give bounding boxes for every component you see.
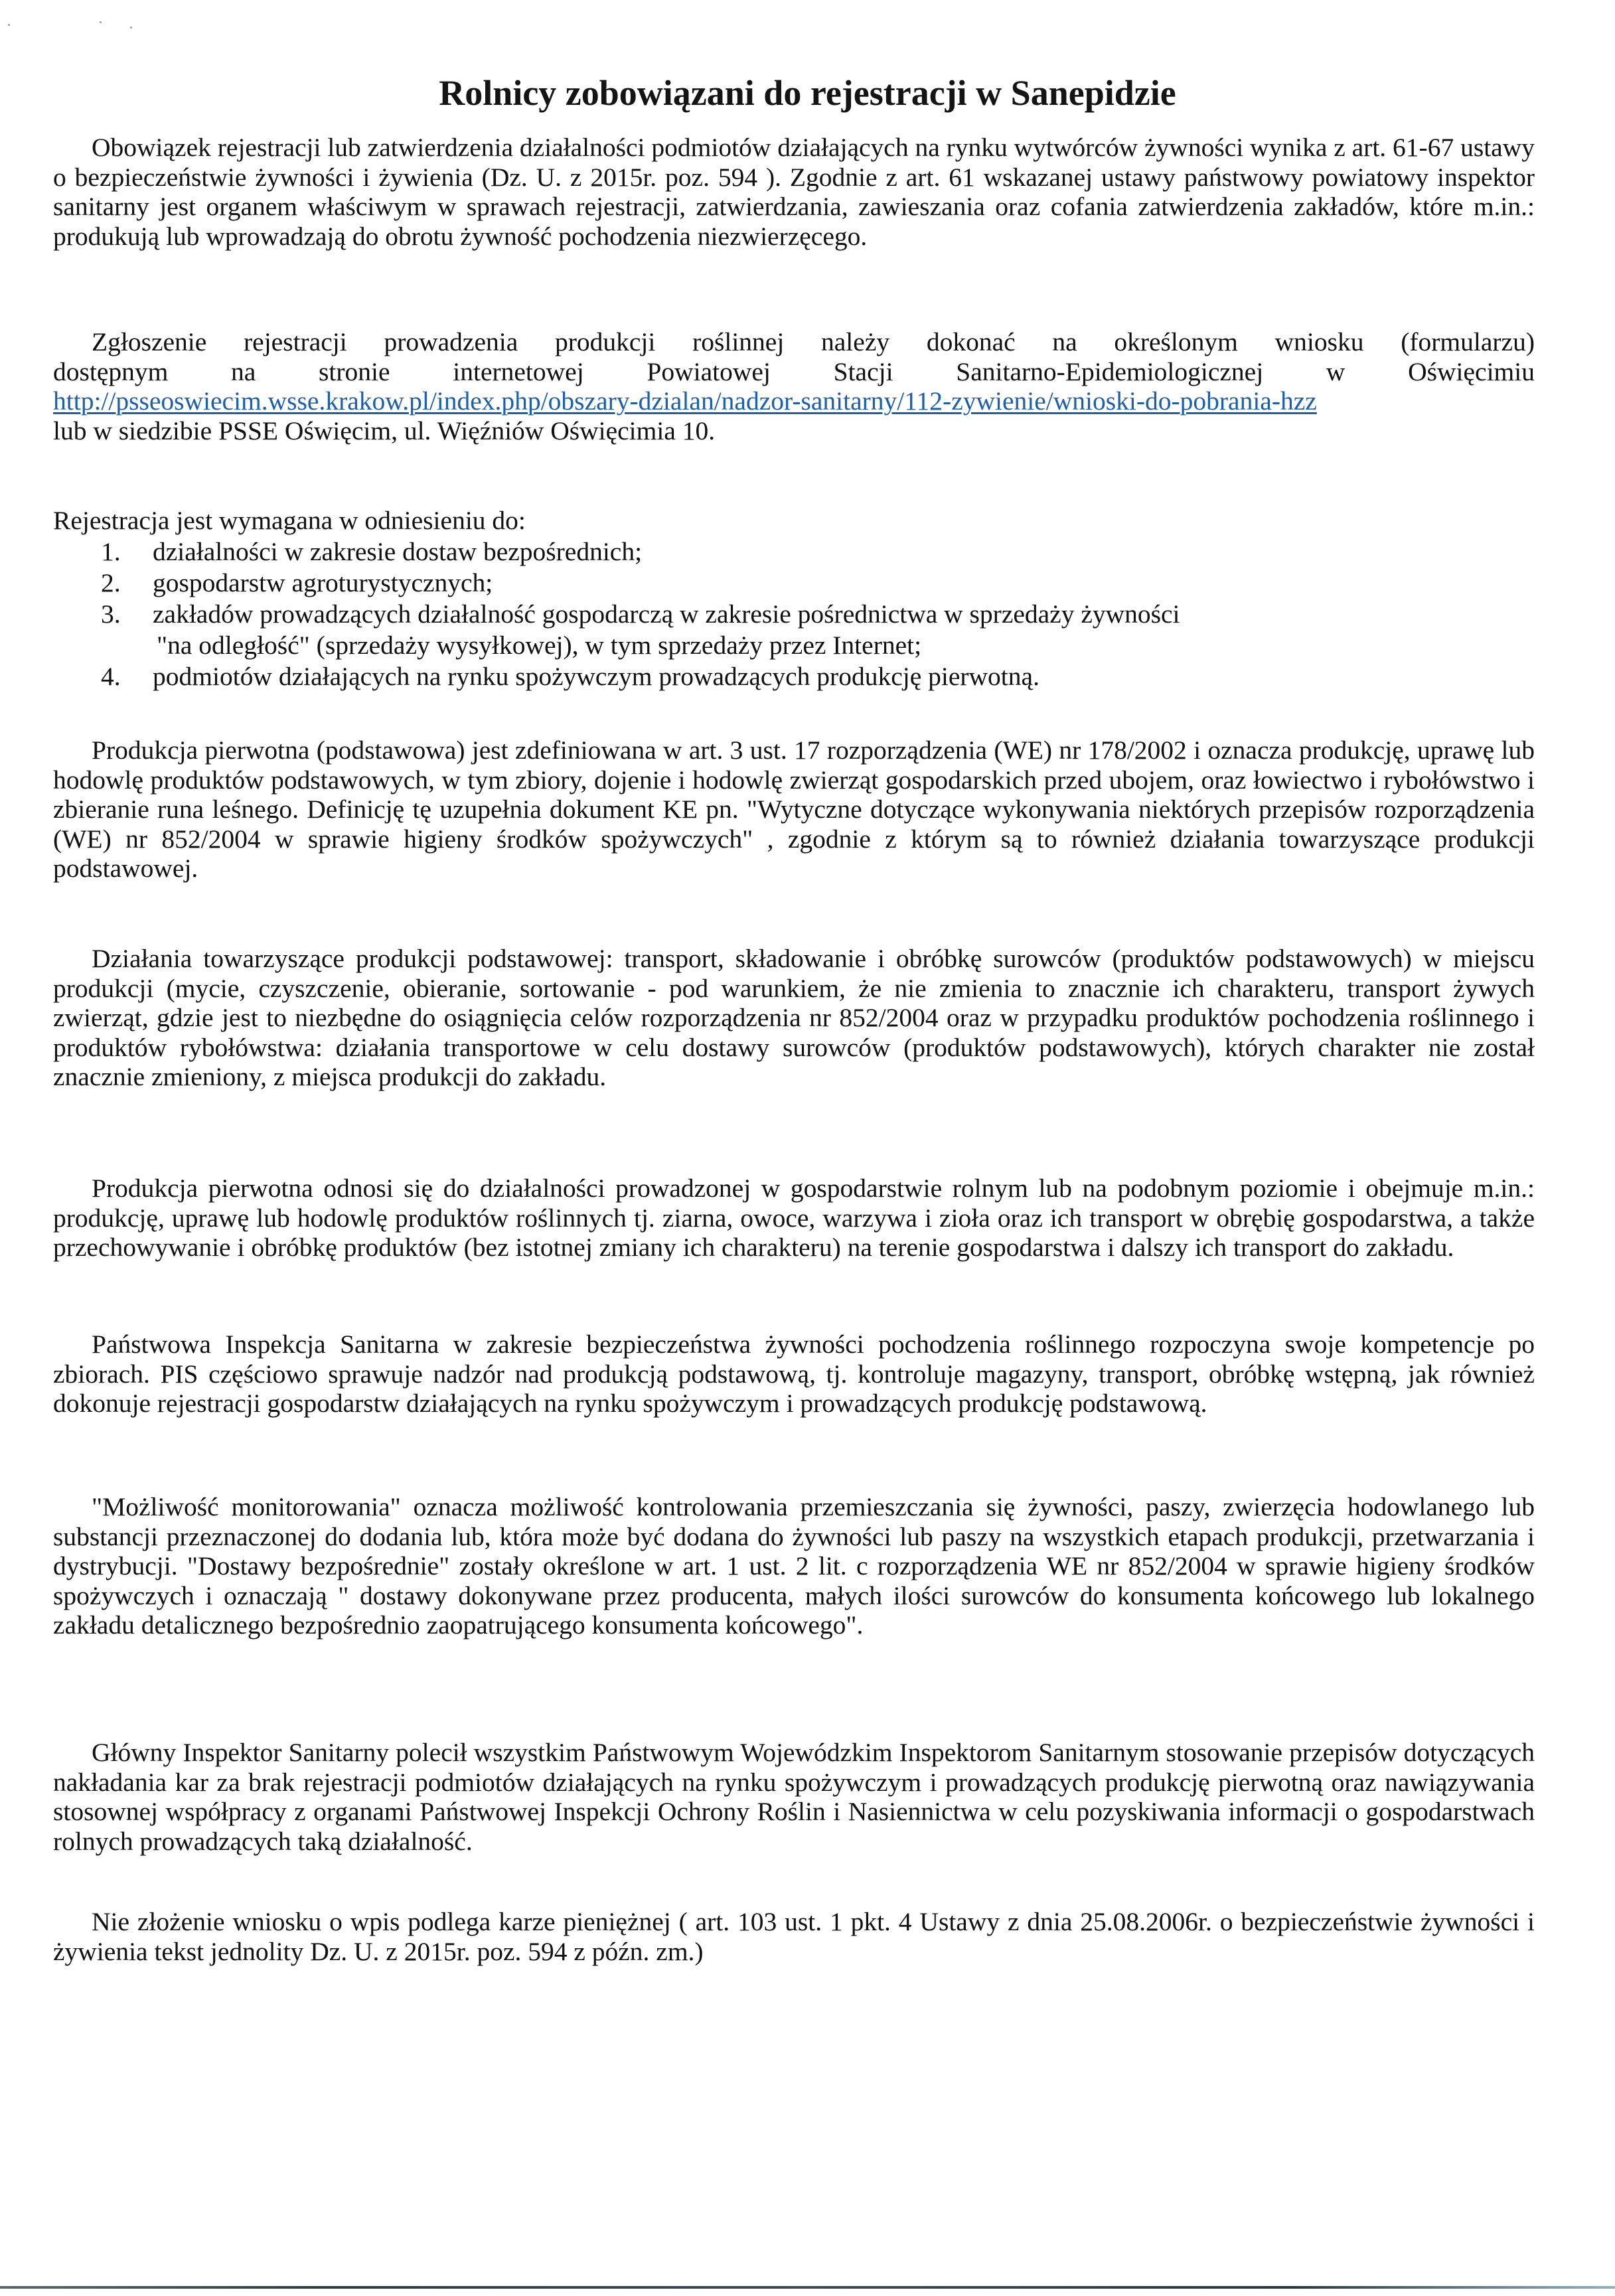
paragraph-traceability-direct-supply: "Możliwość monitorowania" oznacza możliwość kontrolowania przemieszczania się żywności, paszy, zwierzęcia hodowlanego lub substancji przeznaczonej do dodania lub, która może być dodana do żywności lub paszy na wszystkich etapach produkcji, przetwarzania i dystrybucji. "Dostawy bezpośrednie" zostały określone w art. 1 ust. 2 lit. c rozporządzenia WE nr 852/2004 w sprawie higieny środków spożywczych i oznaczają " dostawy dokonywane przez producenta, małych ilości surowców do konsumenta końcowego lub lokalnego zakładu detalicznego bezpośrednio zaopatrującego konsumenta końcowego". — [53, 1492, 1535, 1640]
scan-artifact — [8, 24, 10, 26]
list-item — [53, 661, 1535, 692]
paragraph-sanitary-inspection: Państwowa Inspekcja Sanitarna w zakresie bezpieczeństwa żywności pochodzenia roślinnego rozpoczyna swoje kompetencje po zbiorach. PIS częściowo sprawuje nadzór nad produkcją podstawową, tj. kontroluje magazyny, transport, obróbkę wstępną, jak również dokonuje rejestracji gospodarstw działających na rynku spożywczym i prowadzących produkcję podstawową. — [53, 1330, 1535, 1418]
list-item — [53, 568, 1535, 599]
paragraph-registration-obligation: Obowiązek rejestracji lub zatwierdzenia działalności podmiotów działających na rynku wytwórców żywności wynika z art. 61-67 ustawy o bezpieczeństwie żywności i żywienia (Dz. U. z 2015r. poz. 594 ). Zgodnie z art. 61 wskazanej ustawy państwowy powiatowy inspektor sanitarny jest organem właściwym w sprawach rejestracji, zatwierdzania, zawieszania oraz cofania zatwierdzenia zakładów, które m.in.: produkują lub wprowadzają do obrotu żywność pochodzenia niezwierzęcego. — [53, 133, 1535, 251]
paragraph-line: lub w siedzibie PSSE Oświęcim, ul. Więźniów Oświęcimia 10. — [53, 416, 716, 445]
paragraph-primary-production-definition: Produkcja pierwotna (podstawowa) jest zdefiniowana w art. 3 ust. 17 rozporządzenia (WE) nr 178/2002 i oznacza produkcję, uprawę lub hodowlę produktów podstawowych, w tym zbiory, dojenie i hodowlę zwierząt gospodarskich przed ubojem, oraz łowiectwo i rybołówstwo i zbieranie runa leśnego. Definicję tę uzupełnia dokument KE pn. "Wytyczne dotyczące wykonywania niektórych przepisów rozporządzenia (WE) nr 852/2004 w sprawie higieny środków spożywczych" , zgodnie z którym są to również działania towarzyszące produkcji podstawowej. — [53, 735, 1535, 883]
paragraph-line: dostępnym na stronie internetowej Powiatowej Stacji Sanitarno-Epidemiologicznej w Oświęcimiu — [53, 356, 1535, 386]
paragraph-line: Zgłoszenie rejestracji prowadzenia produkcji roślinnej należy dokonać na określonym wniosku (formularzu) — [92, 327, 1535, 356]
list-item-text: gospodarstw agroturystycznych; — [153, 568, 493, 597]
list-item-text: podmiotów działających na rynku spożywczym prowadzących produkcję pierwotną. — [153, 662, 1039, 691]
list-item-text: zakładów prowadzących działalność gospodarczą w zakresie pośrednictwa w sprzedaży żywności — [153, 599, 1180, 629]
paragraph-penalty-notice: Nie złożenie wniosku o wpis podlega karze pieniężnej ( art. 103 ust. 1 pkt. 4 Ustawy z dnia 25.08.2006r. o bezpieczeństwie żywności i żywienia tekst jednolity Dz. U. z 2015r. poz. 594 z późn. zm.) — [53, 1907, 1535, 1966]
list-item-number: 1. — [101, 537, 121, 566]
forms-download-link[interactable]: http://psseoswiecim.wsse.krakow.pl/index.php/obszary-dzialan/nadzor-sanitarny/112-zywienie/wnioski-do-pobrania-hzz — [53, 386, 1317, 416]
list-intro: Rejestracja jest wymagana w odniesieniu do: — [53, 506, 526, 535]
list-item — [53, 599, 1535, 661]
list-item-number: 2. — [101, 568, 121, 597]
list-item-text-continuation: "na odległość" (sprzedaży wysyłkowej), w tym sprzedaży przez Internet; — [157, 631, 922, 660]
paragraph-primary-production-scope: Produkcja pierwotna odnosi się do działalności prowadzonej w gospodarstwie rolnym lub na podobnym poziomie i obejmuje m.in.: produkcję, uprawę lub hodowlę produktów roślinnych tj. ziarna, owoce, warzywa i zioła oraz ich transport w obrębię gospodarstwa, a także przechowywanie i obróbkę produktów (bez istotnej zmiany ich charakteru) na terenie gospodarstwa i dalszy ich transport do zakładu. — [53, 1174, 1535, 1263]
document-title: Rolnicy zobowiązani do rejestracji w Sanepidzie — [439, 73, 1176, 114]
paragraph-accompanying-activities: Działania towarzyszące produkcji podstawowej: transport, składowanie i obróbkę surowców (produktów podstawowych) w miejscu produkcji (mycie, czyszczenie, obieranie, sortowanie - pod warunkiem, że nie zmienia to znacznie ich charakteru, transport żywych zwierząt, gdzie jest to niezbędne do osiągnięcia celów rozporządzenia nr 852/2004 oraz w przypadku produktów pochodzenia roślinnego i produktów rybołówstwa: działania transportowe w celu dostawy surowców (produktów podstawowych), których charakter nie został znacznie zmieniony, z miejsca produkcji do zakładu. — [53, 944, 1535, 1092]
scan-artifact — [100, 21, 102, 23]
registration-scope-list — [53, 536, 1535, 692]
paragraph-chief-inspector-instruction: Główny Inspektor Sanitarny polecił wszystkim Państwowym Wojewódzkim Inspektorom Sanitarnym stosowanie przepisów dotyczących nakładania kar za brak rejestracji podmiotów działających na rynku spożywczym i prowadzących produkcję pierwotną oraz nawiązywania stosownej współpracy z organami Państwowej Inspekcji Ochrony Roślin i Nasiennictwa w celu pozyskiwania informacji o gospodarstwach rolnych prowadzących taką działalność. — [53, 1738, 1535, 1856]
list-item-number: 3. — [101, 599, 121, 629]
list-item — [53, 536, 1535, 568]
list-item-number: 4. — [101, 662, 121, 691]
list-item-text: działalności w zakresie dostaw bezpośrednich; — [153, 537, 643, 566]
scan-artifact — [130, 27, 132, 29]
paragraph-application-form — [53, 327, 1535, 445]
bottom-scan-edge-divider — [0, 2286, 1615, 2289]
